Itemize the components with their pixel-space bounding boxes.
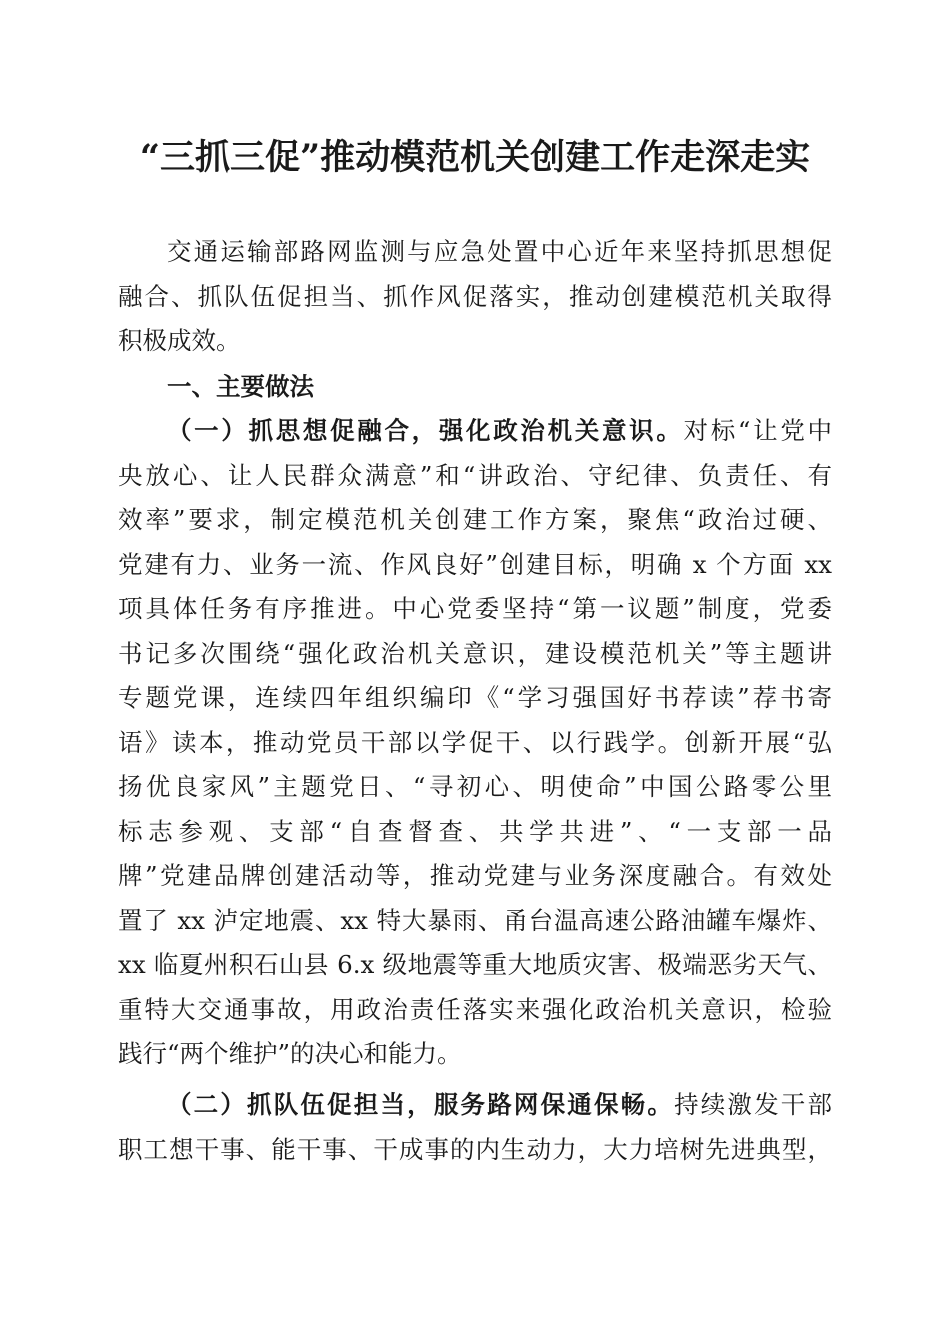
item1-line: 重特大交通事故，用政治责任落实来强化政治机关意识，检验 [118, 994, 832, 1024]
section-heading-text: 一、主要做法 [167, 372, 314, 401]
item1-line: 置了 xx 泸定地震、xx 特大暴雨、甬台温高速公路油罐车爆炸、 [118, 905, 832, 935]
item1-line: 牌”党建品牌创建活动等，推动党建与业务深度融合。有效处 [118, 861, 832, 890]
item1-line: 专题党课，连续四年组织编印《“学习强国好书荐读”荐书寄 [118, 683, 832, 712]
item1-line: xx 临夏州积石山县 6.x 级地震等重大地质灾害、极端恶劣天气、 [118, 950, 832, 979]
item1-line: 标志参观、支部“自查督查、共学共进”、“一支部一品 [118, 816, 832, 846]
item2-paragraph [118, 1083, 832, 1172]
document-title: “三抓三促”推动模范机关创建工作走深走实 [139, 137, 811, 178]
item2-lead: （二）抓队伍促担当，服务路网保通保畅。 [167, 1090, 675, 1119]
intro-line: 融合、抓队伍促担当、抓作风促落实，推动创建模范机关取得 [118, 281, 832, 311]
item1-line: 党建有力、业务一流、作风良好”创建目标，明确 x 个方面 xx [118, 549, 832, 579]
intro-paragraph [118, 230, 832, 364]
item1-paragraph [118, 409, 832, 1077]
item1-line: 效率”要求，制定模范机关创建工作方案，聚焦“政治过硬、 [118, 505, 832, 534]
item1-line: 央放心、让人民群众满意”和“讲政治、守纪律、负责任、有 [118, 460, 832, 490]
section-heading [118, 365, 832, 410]
item1-line: 书记多次围绕“强化政治机关意识，建设模范机关”等主题讲 [118, 638, 832, 668]
item2-first-line-rest: 持续激发干部 [674, 1090, 832, 1119]
item1-line: 扬优良家风”主题党日、“寻初心、明使命”中国公路零公里 [118, 772, 832, 801]
intro-line: 交通运输部路网监测与应急处置中心近年来坚持抓思想促 [167, 237, 832, 266]
item2-first-line [118, 1083, 832, 1128]
intro-line: 积极成效。 [118, 326, 241, 355]
item1-line: 项具体任务有序推进。中心党委坚持“第一议题”制度，党委 [118, 594, 832, 623]
item1-first-line [118, 409, 832, 454]
item1-line: 语》读本，推动党员干部以学促干、以行践学。创新开展“弘 [118, 727, 832, 757]
item1-line: 践行“两个维护”的决心和能力。 [118, 1039, 462, 1068]
item1-first-line-rest: 对标“让党中 [683, 416, 833, 445]
item2-line: 职工想干事、能干事、干成事的内生动力，大力培树先进典型， [118, 1134, 832, 1164]
item1-lead: （一）抓思想促融合，强化政治机关意识。 [167, 416, 684, 445]
